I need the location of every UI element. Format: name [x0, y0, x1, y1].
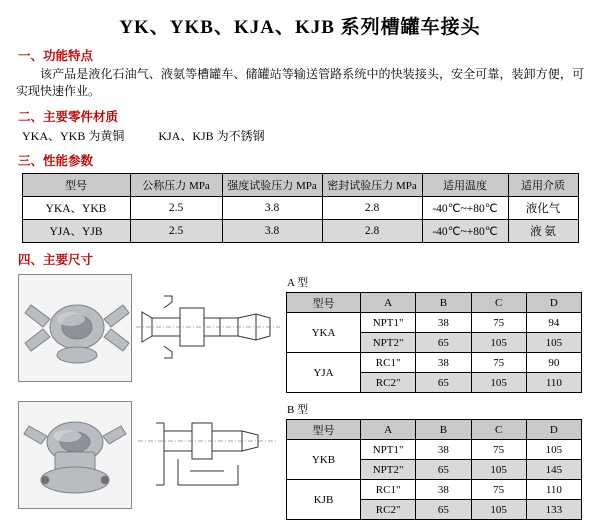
dimension-table-b-wrap — [286, 401, 582, 520]
technical-drawing-b — [134, 401, 282, 507]
dim-cell: 38 — [416, 353, 471, 373]
dim-cell: RC2" — [361, 373, 416, 393]
dim-cell: 145 — [526, 460, 581, 480]
perf-cell: 液 氨 — [508, 220, 578, 243]
section-2-text — [22, 127, 600, 144]
material-steel: KJA、KJB 为不锈钢 — [158, 129, 265, 143]
dim-header-cell: B — [416, 420, 471, 440]
product-photo-b — [18, 401, 132, 509]
section-2-heading: 二、主要零件材质 — [18, 110, 119, 124]
dim-header-cell: A — [361, 293, 416, 313]
dim-cell: 38 — [416, 440, 471, 460]
dim-model-cell: YKA — [287, 313, 361, 353]
dim-cell: 65 — [416, 333, 471, 353]
dim-cell: NPT1" — [361, 313, 416, 333]
section-1-heading: 一、功能特点 — [18, 49, 94, 63]
dim-model-cell: KJB — [287, 480, 361, 520]
perf-cell: 2.8 — [322, 220, 422, 243]
perf-cell: -40℃~+80℃ — [422, 197, 508, 220]
dim-cell: NPT1" — [361, 440, 416, 460]
dim-header-cell: D — [526, 293, 581, 313]
perf-cell: 2.5 — [130, 197, 222, 220]
perf-cell: -40℃~+80℃ — [422, 220, 508, 243]
page-title: YK、YKB、KJA、KJB 系列槽罐车接头 — [119, 17, 481, 38]
product-photo-a — [18, 274, 132, 382]
dim-cell: 105 — [471, 500, 526, 520]
dim-cell: RC2" — [361, 500, 416, 520]
dim-cell: NPT2" — [361, 333, 416, 353]
dim-cell: 105 — [526, 440, 581, 460]
perf-header-cell: 强度试验压力 MPa — [222, 174, 322, 197]
type-label-a: A 型 — [287, 277, 309, 289]
dim-header-cell: A — [361, 420, 416, 440]
table-header-row — [22, 174, 578, 197]
dimension-block-a — [18, 274, 600, 393]
dim-cell: 75 — [471, 353, 526, 373]
perf-cell: 3.8 — [222, 220, 322, 243]
dim-cell: 105 — [471, 373, 526, 393]
table-row — [22, 220, 578, 243]
dim-cell: NPT2" — [361, 460, 416, 480]
dim-cell: 105 — [471, 333, 526, 353]
table-row — [287, 353, 582, 373]
perf-cell: 2.8 — [322, 197, 422, 220]
dimension-block-b — [18, 401, 600, 520]
table-header-row — [287, 293, 582, 313]
dimension-table-b — [286, 419, 582, 520]
dim-cell: 110 — [526, 373, 581, 393]
perf-cell: YJA、YJB — [22, 220, 130, 243]
table-row — [22, 197, 578, 220]
dimension-table-a — [286, 292, 582, 393]
performance-table — [22, 173, 579, 243]
dim-cell: RC1" — [361, 480, 416, 500]
dim-cell: 38 — [416, 480, 471, 500]
dim-header-cell: B — [416, 293, 471, 313]
dim-header-cell: C — [471, 293, 526, 313]
dim-cell: RC1" — [361, 353, 416, 373]
dimensions-area — [0, 274, 600, 520]
section-3-heading: 三、性能参数 — [18, 154, 94, 168]
dim-model-cell: YJA — [287, 353, 361, 393]
dim-header-cell: 型号 — [287, 420, 361, 440]
perf-cell: 3.8 — [222, 197, 322, 220]
table-row — [287, 313, 582, 333]
table-header-row — [287, 420, 582, 440]
perf-header-cell: 密封试验压力 MPa — [322, 174, 422, 197]
dim-cell: 133 — [526, 500, 581, 520]
dim-cell: 105 — [471, 460, 526, 480]
technical-drawing-a — [134, 274, 282, 380]
dim-header-cell: C — [471, 420, 526, 440]
type-label-b: B 型 — [287, 404, 309, 416]
dim-header-cell: 型号 — [287, 293, 361, 313]
dim-cell: 105 — [526, 333, 581, 353]
dim-cell: 110 — [526, 480, 581, 500]
material-brass: YKA、YKB 为黄铜 — [22, 129, 125, 143]
dim-cell: 75 — [471, 440, 526, 460]
dim-cell: 65 — [416, 373, 471, 393]
perf-header-cell: 适用介质 — [508, 174, 578, 197]
perf-header-cell: 型号 — [22, 174, 130, 197]
dim-cell: 38 — [416, 313, 471, 333]
section-4-heading: 四、主要尺寸 — [18, 253, 94, 267]
dim-cell: 94 — [526, 313, 581, 333]
dim-model-cell: YKB — [287, 440, 361, 480]
dim-header-cell: D — [526, 420, 581, 440]
table-row — [287, 480, 582, 500]
perf-header-cell: 公称压力 MPa — [130, 174, 222, 197]
section-1-text: 该产品是液化石油气、液氨等槽罐车、储罐站等输送管路系统中的快装接头，安全可靠，装卸方便，可实现快速作业。 — [16, 67, 584, 98]
dim-cell: 90 — [526, 353, 581, 373]
perf-header-cell: 适用温度 — [422, 174, 508, 197]
perf-cell: 液化气 — [508, 197, 578, 220]
table-row — [287, 440, 582, 460]
perf-cell: YKA、YKB — [22, 197, 130, 220]
dim-cell: 65 — [416, 500, 471, 520]
dim-cell: 75 — [471, 480, 526, 500]
dim-cell: 75 — [471, 313, 526, 333]
perf-cell: 2.5 — [130, 220, 222, 243]
dim-cell: 65 — [416, 460, 471, 480]
dimension-table-a-wrap — [286, 274, 582, 393]
